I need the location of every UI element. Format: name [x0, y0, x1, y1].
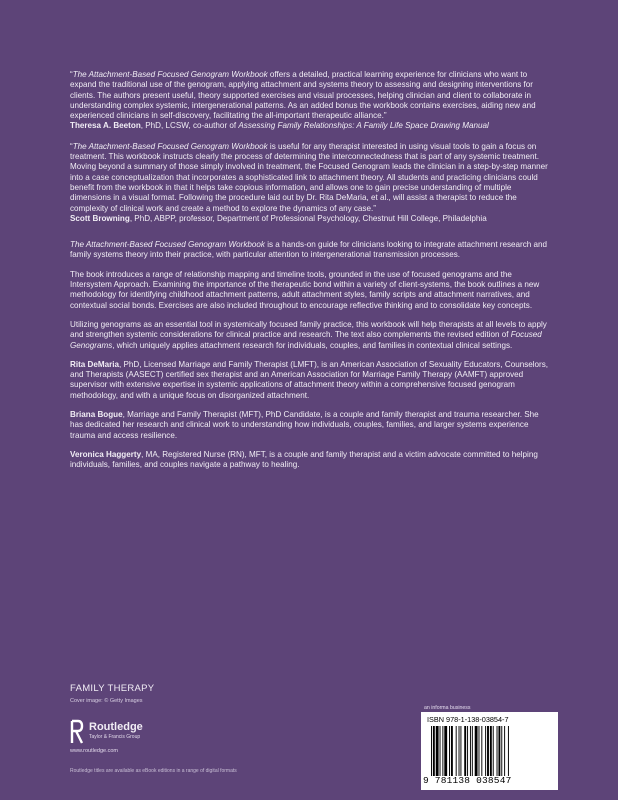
barcode-bar: [440, 726, 441, 776]
endorsement-attribution-2: Scott Browning, PhD, ABPP, professor, Department of Professional Psychology, Chestnut Hill College, Philadelphia: [70, 213, 487, 223]
isbn: ISBN 978-1-138-03854-7: [427, 715, 509, 724]
barcode-bar: [467, 726, 468, 776]
author-bio-3: Veronica Haggerty, MA, Registered Nurse (RN), MFT, is a couple and family therapist and a victim advocate committed to helping individuals, families, and couples navigate a pathway to healing.: [70, 449, 538, 470]
barcode-bar: [464, 726, 466, 776]
ebook-note: Routledge titles are available as eBook editions in a range of digital formats: [70, 768, 237, 774]
barcode-bar: [485, 726, 486, 776]
barcode-bar: [460, 726, 461, 776]
barcode-bar: [490, 726, 492, 776]
barcode-bar: [470, 726, 471, 776]
barcode-bar: [436, 726, 439, 776]
barcode-bar: [493, 726, 494, 776]
author-bio-2: Briana Bogue, Marriage and Family Therapist (MFT), PhD Candidate, is a couple and family therapist and trauma researcher. She has dedicated her research and clinical work to understanding how individuals, couples, families, and larger systems experience trauma and access resilience.: [70, 410, 539, 440]
barcode-digits: 9 781138 038547: [423, 775, 512, 786]
subject-category: FAMILY THERAPY: [70, 683, 155, 694]
description-paragraph-3: Utilizing genograms as an essential tool in systemically focused family practice, this workbook will help therapists at all levels to apply and strengthen systemic considerations for clinical practice and research. The text also complements the revised edition of Focused Genograms, which uniquely applies attachment research for individuals, couples, and families in contextual clinical settings.: [70, 319, 547, 350]
endorsement-quote-1: “The Attachment-Based Focused Genogram Workbook offers a detailed, practical learning experience for clinicians who want to expand the traditional use of the genogram, applying attachment and systems theory to assessing and designing interventions for clients. The authors present useful, theory supported exercises and visual processes, helping clinician and client to collaborate in understanding complex systemic, intergenerational patterns. As an added bonus the workbook contains exercises, aiding new and experienced clinicians in self-discovery, facilitating the all-important therapeutic alliance.” Theresa A. Beeton, PhD, LCSW, co-author of Assessing Family Relationships: A Family Life Space Drawing Manual: [70, 70, 552, 132]
barcode-bar: [449, 726, 450, 776]
barcode-bar: [431, 726, 432, 776]
barcode: [431, 726, 551, 778]
barcode-bar: [472, 726, 473, 776]
routledge-r-icon: [70, 719, 84, 745]
barcode-bar: [456, 726, 457, 776]
barcode-box: [421, 712, 558, 790]
barcode-bar: [501, 726, 502, 776]
endorsement-quote-2: “The Attachment-Based Focused Genogram Workbook is useful for any therapist interested in using visual tools to gain a focus on treatment. This workbook instructs clearly the process of determining the interconnectedness that is part of any systemic treatment. Moving beyond a summary of those simply involved in treatment, the Focused Genogram leads the clinician in a step-by-step manner into a case conceptualization that incorporates a sophisticated link to attachment theory. All students and practicing clinicians could benefit from the workbook in that it helps take copious information, and allows one to gain precise understanding of multiple dimensions in a visual format. Following the procedure laid out by Dr. Rita DeMaria, et al., will assist a therapist to reduce the complexity of clinical work and create a method to explore the dynamics of any case.” Scott Browning, PhD, ABPP, professor, Department of Professional Psychology, Chestnut Hill College, Philadelphia: [70, 142, 552, 224]
publisher-logo: [70, 719, 250, 749]
barcode-bar: [451, 726, 453, 776]
barcode-bar: [444, 726, 447, 776]
barcode-bar: [504, 726, 505, 776]
barcode-bar: [459, 726, 460, 776]
publisher-url[interactable]: www.routledge.com: [70, 748, 118, 754]
barcode-bar: [508, 726, 509, 776]
description-paragraph-2: The book introduces a range of relationship mapping and timeline tools, grounded in the use of focused genograms and the Intersystem Approach. Examining the importance of the therapeutic bond within a variety of client-systems, the book outlines a new methodology for identifying childhood attachment patterns, adult attachment styles, family scripts and attachment narratives, and contextual social bonds. Exercises are also included throughout to encourage reflective thinking and to consolidate key concepts.: [70, 269, 540, 310]
barcode-bar: [487, 726, 489, 776]
barcode-bar: [433, 726, 435, 776]
barcode-bar: [481, 726, 482, 776]
informa-tagline: an informa business: [424, 705, 471, 711]
barcode-bar: [498, 726, 500, 776]
cover-text: [70, 70, 552, 480]
barcode-bar: [479, 726, 480, 776]
barcode-bar: [475, 726, 478, 776]
author-bio-1: Rita DeMaria, PhD, Licensed Marriage and Family Therapist (LMFT), is an American Association of Sexuality Educators, Counselors, and Therapists (AASECT) certified sex therapist and an American Association for Marriage Family Therapy (AAMFT) approved supervisor with extensive expertise in systemic applications of attachment theory within a comprehensive focused genogram methodology, and with a unique focus on disorganized attachment.: [70, 359, 549, 400]
description-paragraph-1: The Attachment-Based Focused Genogram Workbook is a hands-on guide for clinicians looking to integrate attachment research and family systems theory into their practice, with particular attention to intergenerational transmission processes.: [70, 240, 548, 260]
publisher-subtitle: Taylor & Francis Group: [89, 734, 141, 740]
barcode-bar: [442, 726, 443, 776]
cover-image-credit: Cover image: © Getty Images: [70, 698, 143, 704]
barcode-bar: [497, 726, 498, 776]
publisher-name: Routledge: [89, 721, 143, 733]
endorsement-attribution-1: Theresa A. Beeton, PhD, LCSW, co-author of Assessing Family Relationships: A Family Life Space Drawing Manual: [70, 121, 489, 131]
